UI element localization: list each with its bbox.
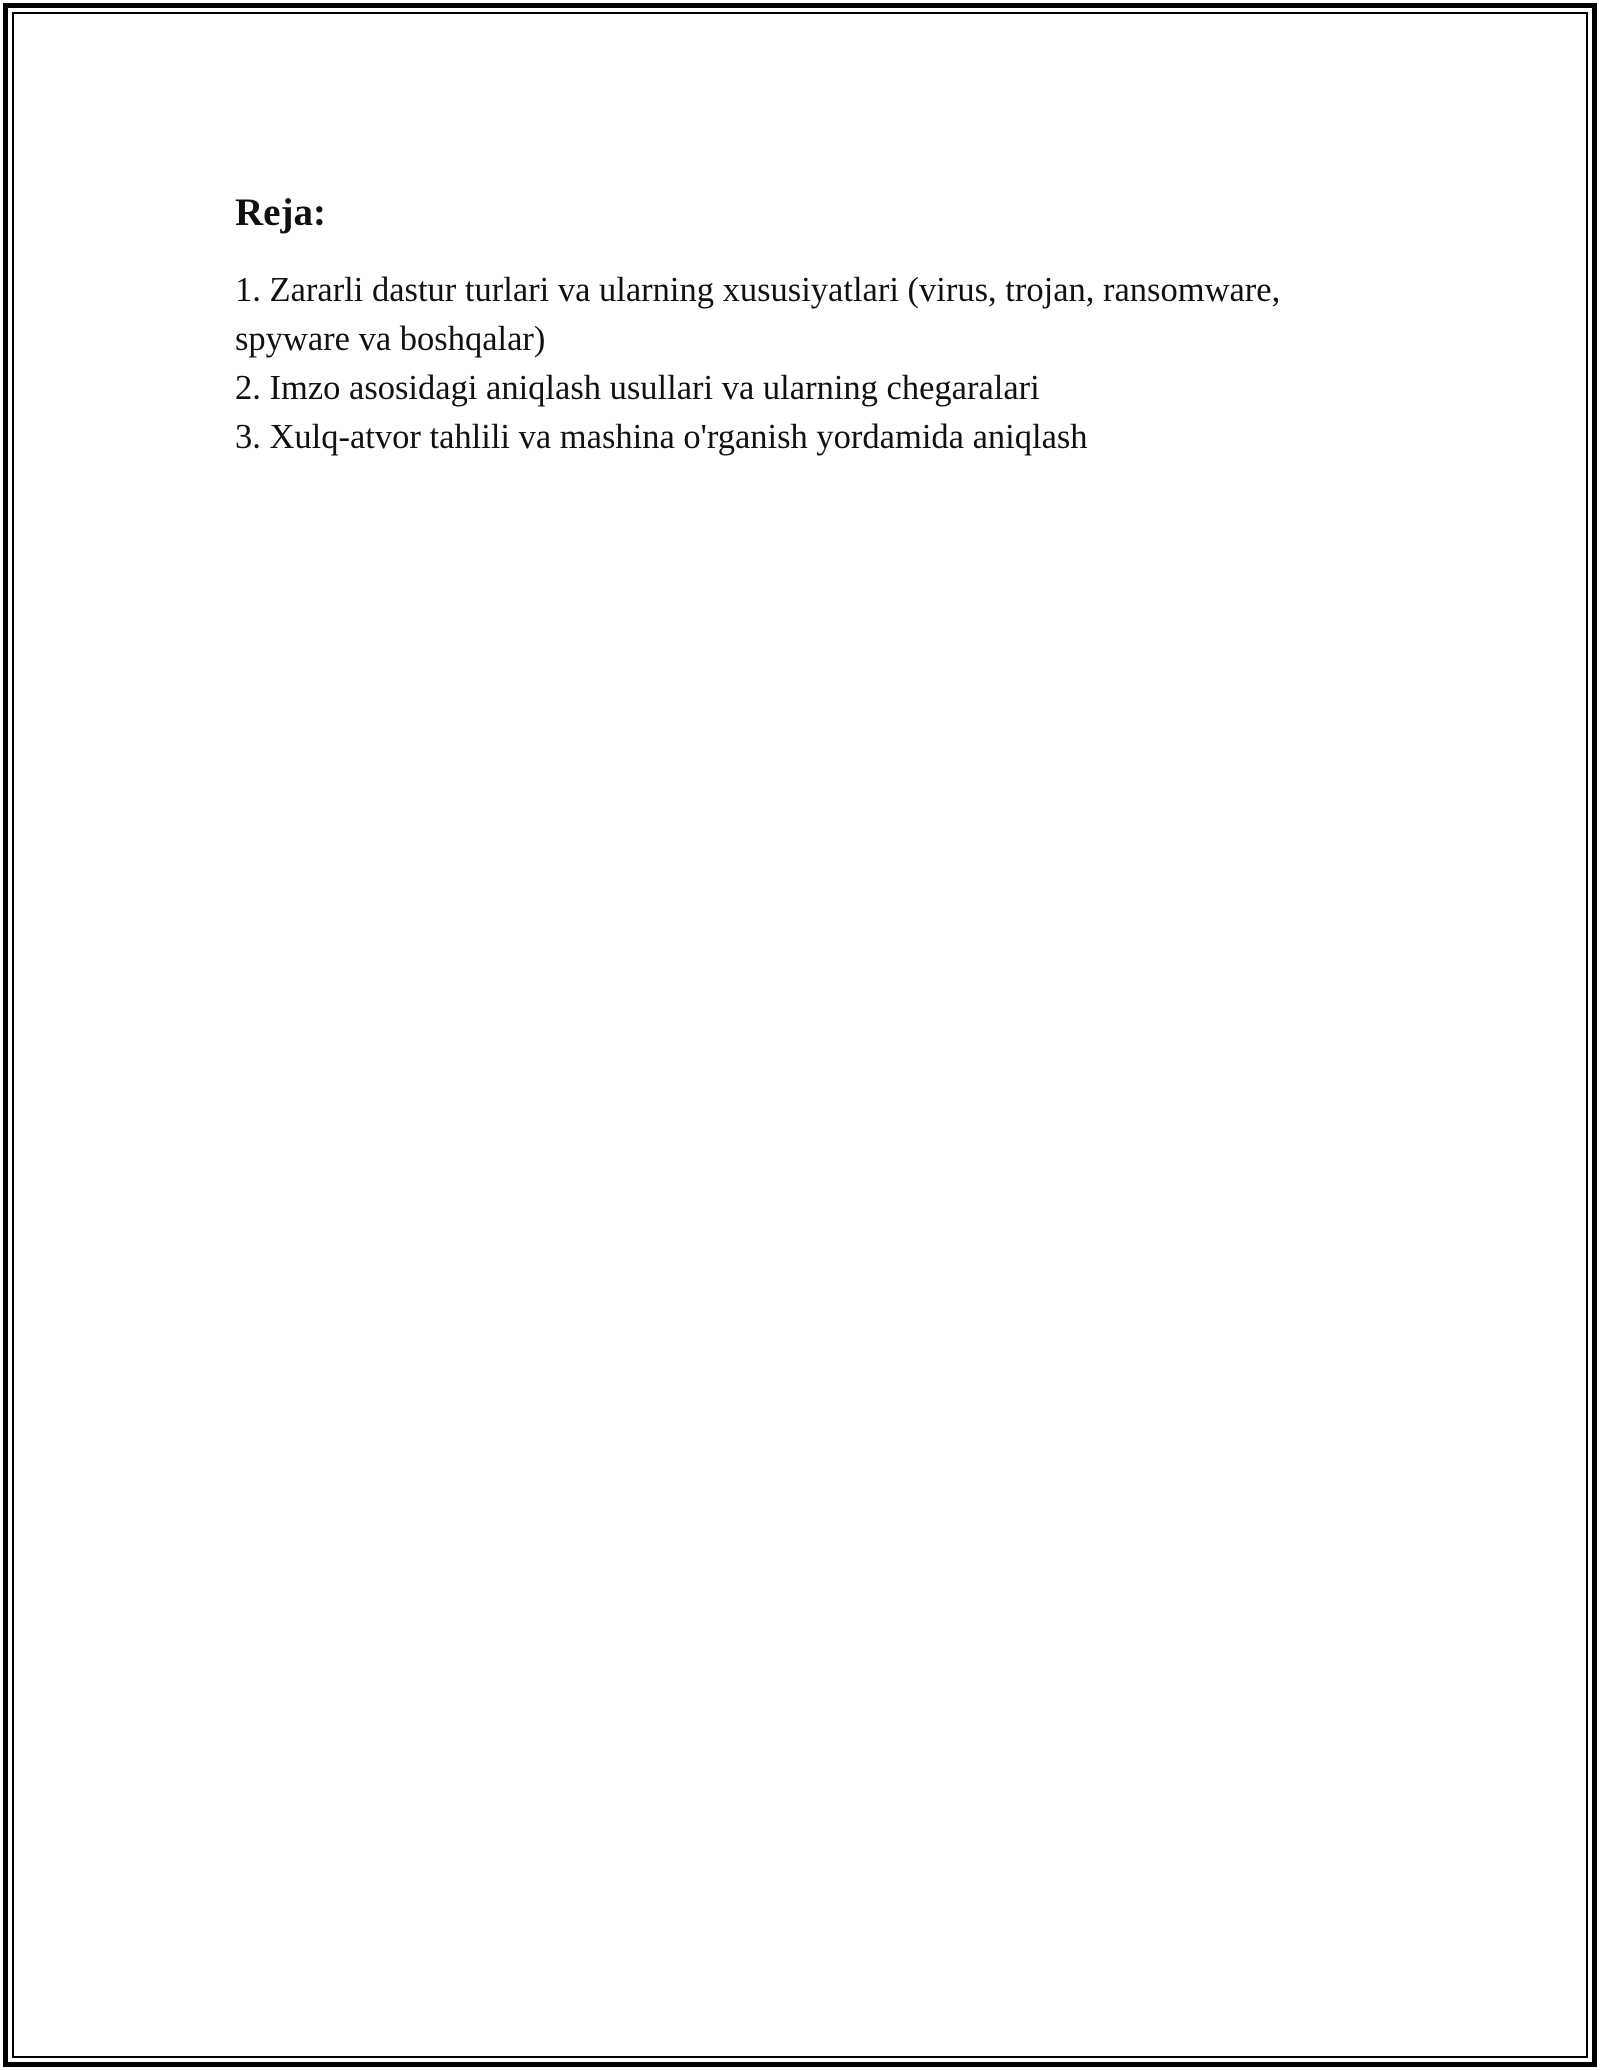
plan-item-3: [235, 413, 1395, 462]
document-content: [235, 178, 1395, 462]
plan-item-number: 2.: [235, 369, 261, 407]
plan-list: [235, 266, 1395, 462]
plan-item-text: Xulq-atvor tahlili va mashina o'rganish yordamida aniqlash: [269, 418, 1088, 456]
plan-item-text: Zararli dastur turlari va ularning xususiyatlari (virus, trojan, ransomware, spyware va boshqalar): [235, 271, 1281, 358]
plan-item-2: [235, 364, 1395, 413]
plan-heading: Reja:: [235, 191, 326, 234]
plan-item-number: 3.: [235, 418, 261, 456]
plan-item-1: [235, 266, 1395, 364]
plan-item-number: 1.: [235, 271, 261, 309]
plan-item-text: Imzo asosidagi aniqlash usullari va ularning chegaralari: [269, 369, 1040, 407]
